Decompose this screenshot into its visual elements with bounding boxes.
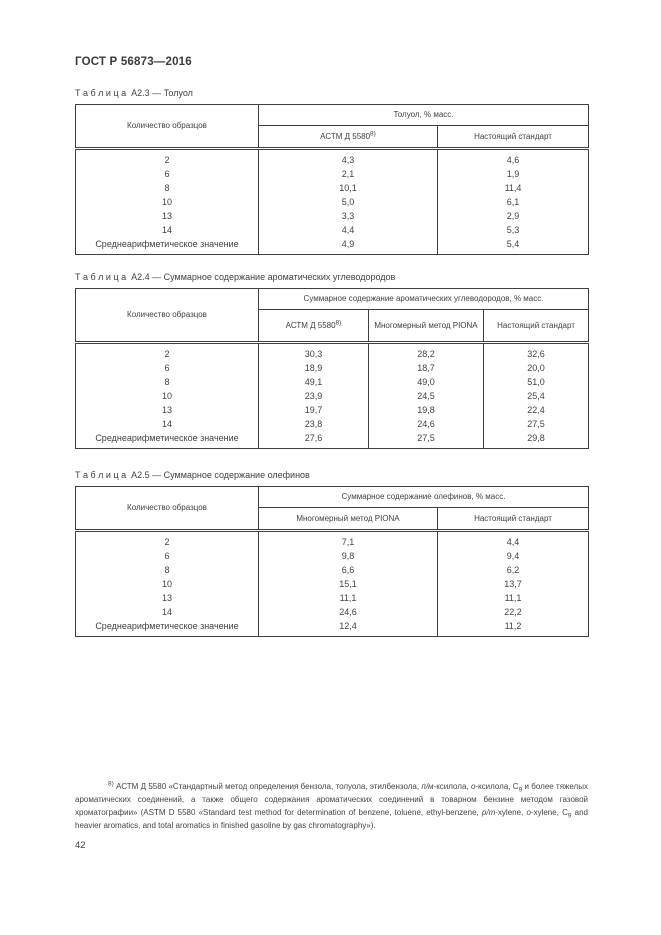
row-label: 13 (76, 591, 259, 605)
value-cell: 20,0 (527, 363, 545, 373)
table-toluene (75, 104, 589, 255)
table-row (76, 577, 589, 591)
table-section-toluene (75, 88, 588, 255)
value-cell: 5,0 (259, 195, 438, 209)
column-header-sample-count: Количество образцов (76, 289, 259, 343)
value-cell: 1,9 (506, 169, 520, 179)
value-cell: 51,0 (527, 377, 545, 387)
row-label: 8 (76, 375, 259, 389)
row-label: Среднеарифметическое значение (76, 431, 259, 449)
footnote-ref: 8) (370, 129, 376, 137)
value-cell: 7,1 (259, 531, 438, 550)
table-row (76, 209, 589, 223)
value-cell: 24,6 (369, 417, 484, 431)
table-title-a23: Т а б л и ц а А2.3 — Толуол (75, 88, 193, 98)
value-cell: 11,1 (504, 593, 522, 603)
table-row (76, 181, 589, 195)
footnote-marker: 8) (108, 780, 114, 788)
value-cell: 27,5 (369, 431, 484, 449)
row-label: 6 (76, 549, 259, 563)
value-cell: 25,4 (527, 391, 545, 401)
chem-subscript: 9 (567, 812, 572, 820)
column-header-sample-count: Количество образцов (76, 105, 259, 149)
value-cell: 32,6 (527, 349, 545, 359)
table-header (76, 487, 589, 531)
table-row (76, 605, 589, 619)
value-cell: 27,5 (527, 419, 545, 429)
table-row (76, 431, 589, 449)
value-cell: 11,4 (504, 183, 522, 193)
group-header: Суммарное содержание олефинов, % масс. (259, 487, 589, 508)
value-cell: 18,9 (259, 361, 369, 375)
table-row (76, 549, 589, 563)
value-cell: 24,6 (259, 605, 438, 619)
value-cell: 29,8 (527, 433, 545, 443)
table-title-a25: Т а б л и ц а А2.5 — Суммарное содержание олефинов (75, 470, 310, 480)
value-cell: 9,4 (506, 551, 520, 561)
value-cell: 10,1 (259, 181, 438, 195)
table-aromatics (75, 288, 589, 449)
value-cell: 4,9 (259, 237, 438, 255)
row-label: 2 (76, 149, 259, 168)
row-label: 13 (76, 209, 259, 223)
row-label: 13 (76, 403, 259, 417)
table-body (76, 343, 589, 449)
footnote-text: and heavier aromatics, and total aromatics in finished gasoline by gas chromatography»). (75, 808, 588, 830)
row-label: 14 (76, 605, 259, 619)
value-cell: 27,6 (259, 431, 369, 449)
value-cell: 4,4 (259, 223, 438, 237)
footnote-text: -xylene, C (530, 808, 568, 817)
table-row (76, 223, 589, 237)
value-cell: 5,4 (506, 239, 520, 249)
value-cell: 4,6 (506, 155, 520, 165)
footnote-italic-pm-en: p/m (481, 808, 496, 817)
row-label: 10 (76, 195, 259, 209)
row-label: 6 (76, 361, 259, 375)
table-olefins (75, 486, 589, 637)
row-label: 10 (76, 577, 259, 591)
chem-subscript: 9 (518, 786, 523, 794)
value-cell: 28,2 (369, 343, 484, 362)
row-label: 6 (76, 167, 259, 181)
table-section-aromatics (75, 272, 588, 449)
value-cell: 22,4 (527, 405, 545, 415)
value-cell: 9,8 (259, 549, 438, 563)
footnote-italic-o-en: o (526, 808, 531, 817)
table-row (76, 389, 589, 403)
value-cell: 30,3 (259, 343, 369, 362)
footnote-text: АСТМ Д 5580 «Стандартный метод определения бензола, толуола, этилбензола, (113, 782, 422, 791)
row-label: 14 (76, 417, 259, 431)
value-cell: 13,7 (504, 579, 522, 589)
value-cell: 18,7 (369, 361, 484, 375)
row-label: 10 (76, 389, 259, 403)
table-row (76, 619, 589, 637)
value-cell: 11,2 (504, 621, 522, 631)
value-cell: 49,1 (259, 375, 369, 389)
method-column-header: Настоящий стандарт (484, 310, 589, 343)
footnote-italic-o-ru: о (470, 782, 476, 791)
method-column-header: Настоящий стандарт (438, 508, 589, 531)
value-cell: 2,9 (506, 211, 520, 221)
table-row (76, 531, 589, 550)
footnote (75, 780, 588, 832)
table-row (76, 591, 589, 605)
table-row (76, 563, 589, 577)
column-header-sample-count: Количество образцов (76, 487, 259, 531)
row-label: 8 (76, 563, 259, 577)
value-cell: 6,6 (259, 563, 438, 577)
value-cell: 11,1 (259, 591, 438, 605)
footnote-text: -xylene, (495, 808, 527, 817)
group-header: Суммарное содержание ароматических углеводородов, % масс. (259, 289, 589, 310)
table-row (76, 167, 589, 181)
table-row (76, 375, 589, 389)
row-label: 8 (76, 181, 259, 195)
value-cell: 5,3 (506, 225, 520, 235)
table-row (76, 403, 589, 417)
footnote-ref: 8) (335, 318, 342, 326)
footnote-italic-pm-ru: п/м (421, 782, 434, 791)
value-cell: 15,1 (259, 577, 438, 591)
value-cell: 6,2 (506, 565, 520, 575)
value-cell: 22,2 (504, 607, 522, 617)
table-header (76, 105, 589, 149)
footnote-text: и более тяжелых ароматических соединений, а также общего содержания ароматических соединений в товарном бензине методом газовой хроматографии» (ASTM D 5580 «Standard test method for determination of benzene, toluene, ethyl-benzene, (75, 782, 588, 817)
table-row (76, 149, 589, 168)
group-header: Толуол, % масс. (259, 105, 589, 126)
method-column-header: Многомерный метод PIONA (369, 310, 484, 343)
value-cell: 19,8 (369, 403, 484, 417)
row-label: 2 (76, 531, 259, 550)
table-row (76, 195, 589, 209)
row-label: 2 (76, 343, 259, 362)
table-body (76, 531, 589, 637)
value-cell: 2,1 (259, 167, 438, 181)
value-cell: 49,0 (369, 375, 484, 389)
value-cell: 19,7 (259, 403, 369, 417)
value-cell: 3,3 (259, 209, 438, 223)
row-label: 14 (76, 223, 259, 237)
row-label: Среднеарифметическое значение (76, 237, 259, 255)
header-row-group (76, 487, 589, 508)
header-row-group (76, 105, 589, 126)
footnote-text: -ксилола, C (475, 782, 519, 791)
table-header (76, 289, 589, 343)
page-number: 42 (75, 840, 86, 851)
method-column-header: Многомерный метод PIONA (259, 508, 438, 531)
footnote-text: -ксилола, (433, 782, 471, 791)
document-code: ГОСТ Р 56873—2016 (75, 56, 192, 68)
table-row (76, 343, 589, 362)
method-column-header: АСТМ Д 5580$^{8)}$ (259, 126, 438, 149)
value-cell: 6,1 (506, 197, 520, 207)
header-row-group (76, 289, 589, 310)
method-column-header: АСТМ Д 5580$^{8)}$ (259, 310, 369, 343)
table-row (76, 237, 589, 255)
table-body (76, 149, 589, 255)
value-cell: 24,5 (369, 389, 484, 403)
row-label: Среднеарифметическое значение (76, 619, 259, 637)
value-cell: 4,3 (259, 149, 438, 168)
table-title-a24: Т а б л и ц а А2.4 — Суммарное содержание ароматических углеводородов (75, 272, 396, 282)
value-cell: 23,9 (259, 389, 369, 403)
value-cell: 12,4 (259, 619, 438, 637)
table-row (76, 361, 589, 375)
method-column-header: Настоящий стандарт (438, 126, 589, 149)
value-cell: 23,8 (259, 417, 369, 431)
table-section-olefins (75, 470, 588, 637)
value-cell: 4,4 (506, 537, 520, 547)
table-row (76, 417, 589, 431)
